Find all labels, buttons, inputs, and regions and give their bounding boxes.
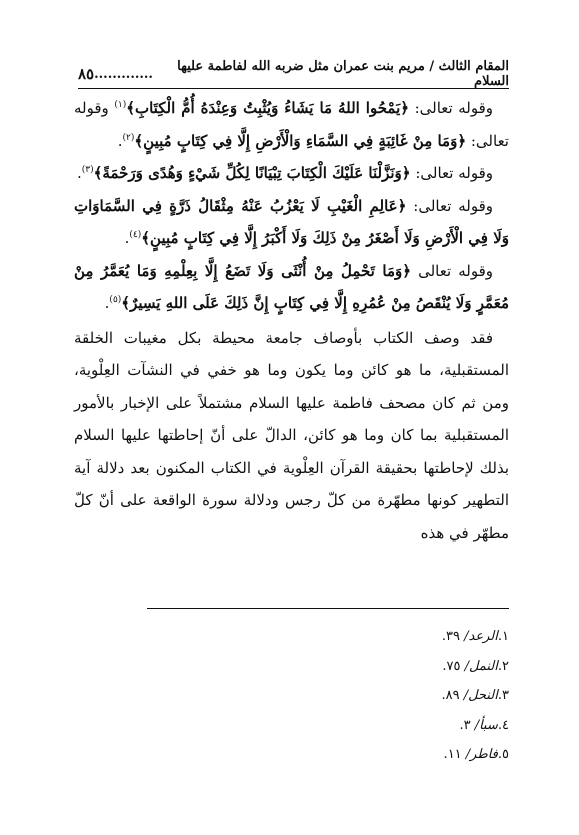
- paragraph-intro: وقوله تعالى: [411, 261, 493, 280]
- paragraph-tail: .: [124, 229, 130, 247]
- footnote-ref: (٥): [109, 295, 122, 305]
- footnote-divider: [147, 608, 509, 609]
- verse-paragraph-1: [74, 92, 509, 157]
- paragraph-tail: .: [117, 131, 123, 150]
- footnote-item: [300, 711, 509, 741]
- verse-paragraph-4: [74, 190, 509, 255]
- paragraph-tail: .: [104, 294, 110, 312]
- footnote-verse: ٣٩.: [441, 629, 465, 644]
- quran-verse: ﴿عَالِمِ الْغَيْبِ لَا يَعْزُبُ عَنْهُ مِثْقَالُ ذَرَّةٍ فِي السَّمَاوَاتِ وَلَا فِي الْأَرْضِ وَلَا أَصْغَرُ مِنْ ذَلِكَ وَلَا أَكْبَرُ إِلَّا فِي كِتَابٍ مُبِينٍ﴾: [74, 196, 509, 247]
- footnotes: [300, 622, 509, 770]
- footnote-number: ٥.: [497, 747, 509, 762]
- footnote-item: [300, 681, 509, 711]
- paragraph-intro: وقوله تعالى:: [406, 196, 493, 215]
- footnote-ref: (٤): [129, 230, 142, 240]
- paragraph-intro: وقوله تعالى:: [409, 99, 493, 117]
- running-header: [78, 59, 509, 89]
- header-leader: .............: [94, 66, 153, 82]
- footnote-verse: ٣.: [459, 717, 475, 733]
- running-title: المقام الثالث / مريم بنت عمران مثل ضربه الله لفاطمة عليها السلام: [177, 59, 509, 89]
- footnote-verse: ١١.: [443, 747, 466, 762]
- quran-verse: ﴿وَنَزَّلْنَا عَلَيْكَ الْكِتَابَ تِبْيَانًا لِكُلِّ شَيْءٍ وَهُدًى وَرَحْمَةً﴾: [93, 164, 411, 182]
- footnote-source: فاطر/: [465, 747, 498, 762]
- paragraph-intro: وقوله تعالى:: [74, 99, 509, 150]
- footnote-number: ٢.: [497, 658, 509, 674]
- page-number: ٨٥: [78, 65, 95, 83]
- footnote-ref: (١): [114, 100, 127, 110]
- page-body: [74, 92, 509, 549]
- quran-verse: ﴿وَمَا مِنْ غَائِبَةٍ فِي السَّمَاءِ وَالْأَرْضِ إِلَّا فِي كِتَابٍ مُبِينٍ﴾: [134, 131, 467, 150]
- footnote-item: [300, 622, 509, 652]
- footnote-item: [300, 740, 509, 770]
- paragraph-intro: وقوله تعالى:: [410, 164, 493, 182]
- footnote-number: ٣.: [497, 688, 509, 703]
- footnote-ref: (٢): [122, 132, 135, 143]
- verse-paragraph-3: [74, 157, 509, 190]
- footnote-verse: ٨٩.: [441, 688, 464, 703]
- quran-verse: ﴿وَمَا تَحْمِلُ مِنْ أُنْثَى وَلَا تَضَعُ إِلَّا بِعِلْمِهِ وَمَا يُعَمَّرُ مِنْ مُعَمَّرٍ وَلَا يُنْقَصُ مِنْ عُمُرِهِ إِلَّا فِي كِتَابٍ إِنَّ ذَلِكَ عَلَى اللهِ يَسِيرٌ﴾: [74, 261, 509, 312]
- paragraph-tail: .: [76, 164, 82, 182]
- footnote-number: ١.: [497, 629, 509, 644]
- prose-paragraph: فقد وصف الكتاب بأوصاف جامعة محيطة بكل مغيبات الخلقة المستقبلية، ما هو كائن وما يكون وما هو خفي في النشآت العِلْوية، ومن ثم كان مصحف فاطمة عليها السلام مشتملاً على الإخبار بالأمور المستقبلية بما كان وما هو كائن، الدالّ على أنّ إحاطتها عليها السلام بذلك لإحاطتها بحقيقة القرآن العِلْوية في الكتاب المكنون بعد دلالة آية التطهير كونها مطهّرة من كلّ رجس ودلالة سورة الواقعة على أنّ كلّ مطهّر في هذه: [74, 328, 509, 542]
- footnote-number: ٤.: [497, 717, 509, 733]
- footnote-ref: (٣): [81, 165, 94, 175]
- footnote-item: [300, 652, 509, 682]
- verse-paragraph-5: [74, 255, 509, 320]
- footnote-source: النحل/: [463, 688, 498, 703]
- footnote-verse: ٧٥.: [442, 658, 465, 674]
- footnote-source: النمل/: [464, 658, 498, 674]
- footnote-source: الرعد/: [464, 629, 498, 644]
- footnote-source: سبأ/: [474, 717, 498, 733]
- quran-verse: ﴿يَمْحُوا اللهُ مَا يَشَاءُ وَيُثْبِتُ وَعِنْدَهُ أُمُّ الْكِتَابِ﴾: [126, 99, 410, 117]
